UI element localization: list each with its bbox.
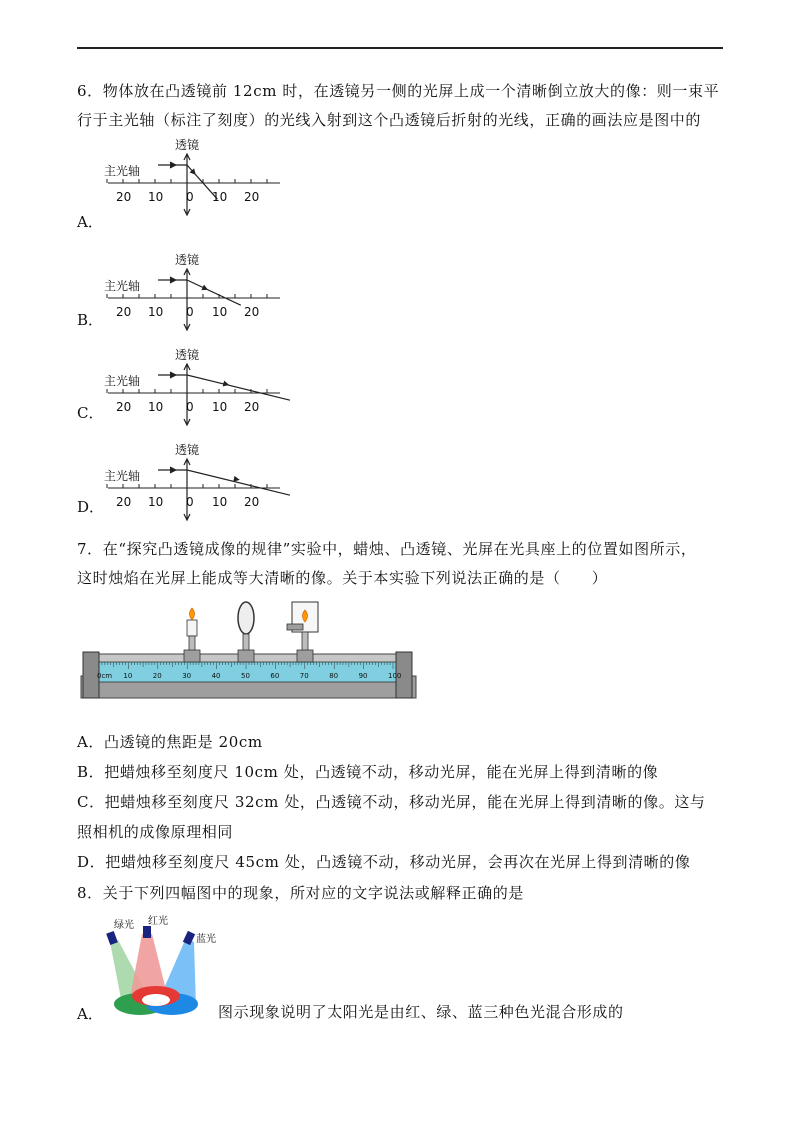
optical-bench-diagram (75, 598, 420, 708)
scale-label: 90 (358, 672, 368, 680)
q6-option-d-label[interactable]: D． (77, 498, 105, 516)
colored-lights-diagram (100, 912, 216, 1022)
incident-ray-arrow (170, 467, 176, 473)
tick-label: 20 (116, 495, 132, 509)
axis-label: 主光轴 (104, 279, 141, 293)
q6-option-b-label[interactable]: B． (77, 311, 104, 329)
red-light-label: 红光 (148, 916, 168, 927)
q7-option-d[interactable]: D．把蜡烛移至刻度尺 45cm 处，凸透镜不动，移动光屏，会再次在光屏上得到清晰的像 (77, 853, 691, 871)
tick-label: 0 (186, 400, 194, 414)
light-screen (287, 602, 318, 662)
refracted-ray (187, 375, 290, 400)
q6-option-b-diagram (100, 250, 300, 338)
q6-option-c-label[interactable]: C． (77, 404, 104, 422)
tick-label: 20 (244, 495, 260, 509)
tick-label: 10 (212, 400, 228, 414)
scale-label: 40 (211, 672, 221, 680)
tick-label: 0 (186, 305, 194, 319)
scale-label: 50 (241, 672, 250, 680)
q8-option-a-label[interactable]: A． (77, 1005, 103, 1023)
tick-label: 10 (148, 305, 164, 319)
scale-label: 100 (388, 672, 402, 680)
tick-label: 20 (244, 305, 260, 319)
tick-label: 0 (186, 495, 194, 509)
green-light-projector-icon (106, 931, 118, 945)
q7-option-c-cont: 照相机的成像原理相同 (77, 823, 234, 841)
q7-text-line2: 这时烛焰在光屏上能成等大清晰的像。关于本实验下列说法正确的是（ ） (77, 569, 608, 587)
lens-label: 透镜 (175, 138, 200, 152)
q7-option-c[interactable]: C．把蜡烛移至刻度尺 32cm 处，凸透镜不动，移动光屏，能在光屏上得到清晰的像。这与 (77, 793, 706, 811)
refracted-ray (187, 280, 241, 305)
incident-ray-arrow (170, 372, 176, 378)
q6-option-a-label[interactable]: A． (77, 213, 103, 231)
scale-label: 10 (123, 672, 133, 680)
white-overlap-spot (142, 994, 170, 1006)
lens-label: 透镜 (175, 443, 200, 457)
scale-label: 20 (152, 672, 162, 680)
red-light-projector-icon (143, 926, 151, 938)
axis-label: 主光轴 (104, 469, 141, 483)
tick-label: 20 (116, 190, 132, 204)
q8-option-a-text[interactable]: 图示现象说明了太阳光是由红、绿、蓝三种色光混合形成的 (218, 1003, 624, 1021)
tick-label: 20 (116, 305, 132, 319)
tick-label: 10 (148, 400, 164, 414)
q6-option-a-diagram (100, 135, 300, 223)
q6-text-line2: 行于主光轴（标注了刻度）的光线入射到这个凸透镜后折射的光线，正确的画法应是图中的 (77, 111, 702, 129)
scale-label: 60 (270, 672, 280, 680)
q8-text-line1: 8．关于下列四幅图中的现象，所对应的文字说法或解释正确的是 (77, 884, 524, 902)
q6-option-d-diagram (100, 440, 300, 528)
tick-label: 10 (212, 495, 228, 509)
scale-label: 0cm (97, 672, 113, 680)
blue-light-label: 蓝光 (196, 934, 216, 945)
refracted-ray-arrow (233, 476, 239, 482)
lens-label: 透镜 (175, 253, 200, 267)
refracted-ray (187, 470, 290, 495)
tick-label: 10 (212, 190, 228, 204)
tick-label: 20 (116, 400, 132, 414)
convex-lens (238, 602, 254, 662)
scale-label: 70 (299, 672, 309, 680)
q6-option-c-diagram (100, 345, 300, 433)
tick-label: 10 (148, 495, 164, 509)
candle (184, 608, 200, 662)
tick-label: 20 (244, 400, 260, 414)
scale-label: 80 (329, 672, 339, 680)
green-light-label: 绿光 (114, 920, 134, 931)
q7-option-b[interactable]: B．把蜡烛移至刻度尺 10cm 处，凸透镜不动，移动光屏，能在光屏上得到清晰的像 (77, 763, 659, 781)
tick-label: 10 (148, 190, 164, 204)
axis-label: 主光轴 (104, 374, 141, 388)
tick-label: 20 (244, 190, 260, 204)
q7-option-a[interactable]: A．凸透镜的焦距是 20cm (77, 733, 263, 751)
incident-ray-arrow (170, 162, 176, 168)
lens-label: 透镜 (175, 348, 200, 362)
q7-text-line1: 7．在“探究凸透镜成像的规律”实验中，蜡烛、凸透镜、光屏在光具座上的位置如图所示， (77, 540, 697, 558)
incident-ray-arrow (170, 277, 176, 283)
q6-text-line1: 6．物体放在凸透镜前 12cm 时，在透镜另一侧的光屏上成一个清晰倒立放大的像：则一束平 (77, 82, 720, 100)
header-rule (77, 47, 723, 49)
tick-label: 10 (212, 305, 228, 319)
flame-icon (190, 608, 195, 620)
scale-label: 30 (182, 672, 192, 680)
axis-label: 主光轴 (104, 164, 141, 178)
tick-label: 0 (186, 190, 194, 204)
